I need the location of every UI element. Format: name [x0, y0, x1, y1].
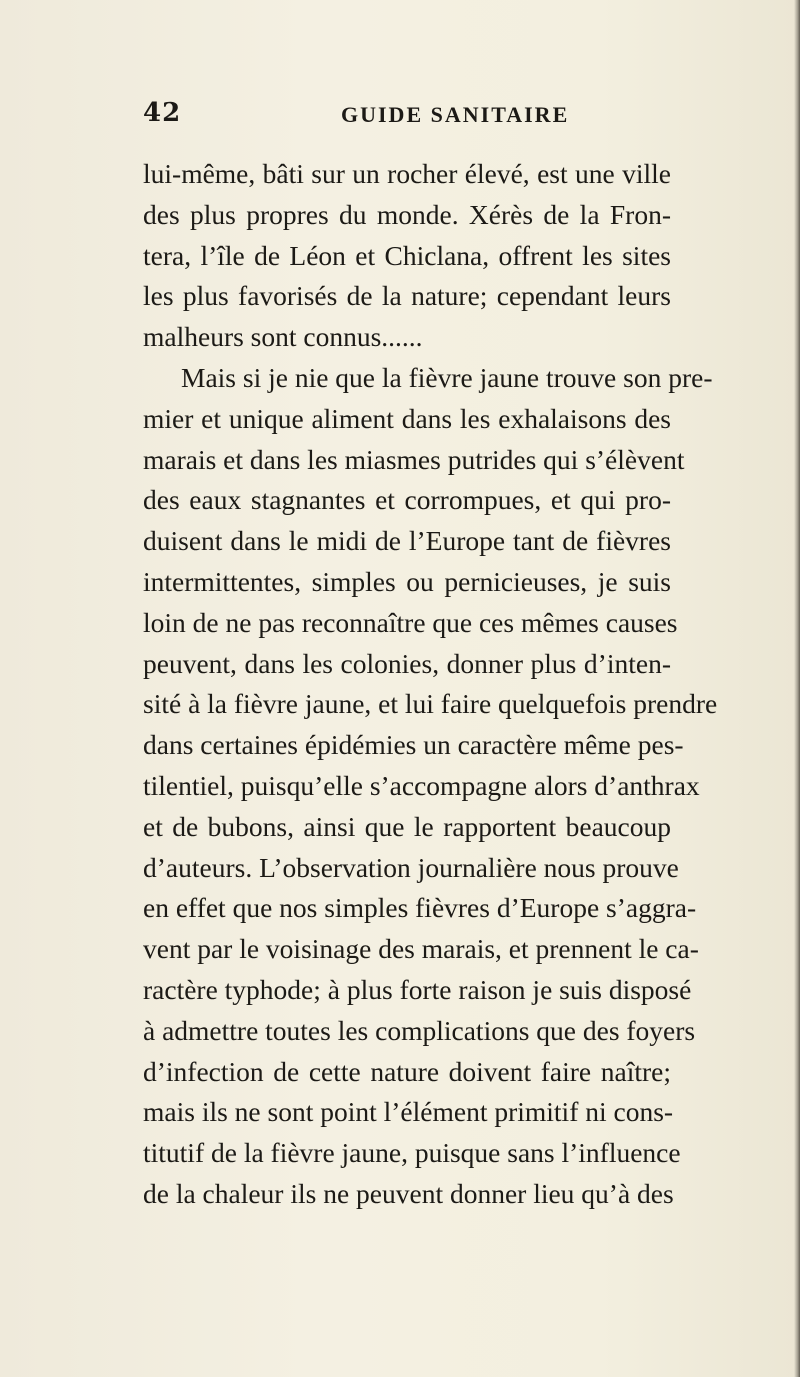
text-line: marais et dans les miasmes putrides qui s’élèvent — [143, 443, 685, 475]
text-line: loin de ne pas reconnaître que ces mêmes causes — [143, 606, 678, 638]
text-line: Mais si je nie que la fièvre jaune trouve son pre- — [181, 361, 713, 393]
text-line: peuvent, dans les colonies, donner plus d’inten- — [143, 647, 671, 679]
text-line: intermittentes, simples ou pernicieuses, je suis — [143, 565, 671, 597]
text-line: duisent dans le midi de l’Europe tant de fièvres — [143, 525, 671, 557]
page-number: 42 — [143, 98, 182, 128]
text-line: d’infection de cette nature doivent faire naître; — [143, 1055, 671, 1087]
text-line: à admettre toutes les complications que des foyers — [143, 1014, 696, 1046]
text-line: sité à la fièvre jaune, et lui faire quelquefois prendre — [143, 688, 718, 720]
text-line: mais ils ne sont point l’élément primitif ni cons- — [143, 1096, 674, 1128]
running-head: GUIDE SANITAIRE — [341, 102, 570, 127]
text-line: des plus propres du monde. Xérès de la Fron- — [143, 198, 671, 230]
text-line: de la chaleur ils ne peuvent donner lieu qu’à des — [143, 1177, 674, 1209]
text-line: tilentiel, puisqu’elle s’accompagne alors d’anthrax — [143, 769, 700, 801]
text-line: malheurs sont connus...... — [143, 321, 423, 353]
text-line: les plus favorisés de la nature; cependant leurs — [143, 280, 671, 312]
body-text — [143, 154, 718, 1215]
text-line: ractère typhode; à plus forte raison je suis disposé — [143, 973, 692, 1005]
page-header — [143, 98, 683, 138]
text-line: titutif de la fièvre jaune, puisque sans l’influence — [143, 1137, 681, 1169]
text-line: tera, l’île de Léon et Chiclana, offrent les sites — [143, 239, 671, 271]
page-edge-shadow — [794, 0, 800, 1377]
text-line: en effet que nos simples fièvres d’Europe s’aggra- — [143, 892, 697, 924]
text-line: mier et unique aliment dans les exhalaisons des — [143, 402, 671, 434]
text-line: lui-même, bâti sur un rocher élevé, est une ville — [143, 158, 671, 189]
text-line: et de bubons, ainsi que le rapportent beaucoup — [143, 810, 671, 842]
text-line: dans certaines épidémies un caractère même pes- — [143, 729, 684, 761]
text-line: d’auteurs. L’observation journalière nous prouve — [143, 851, 679, 883]
text-line: vent par le voisinage des marais, et prennent le ca- — [143, 933, 699, 965]
text-line: des eaux stagnantes et corrompues, et qui pro- — [143, 484, 671, 516]
